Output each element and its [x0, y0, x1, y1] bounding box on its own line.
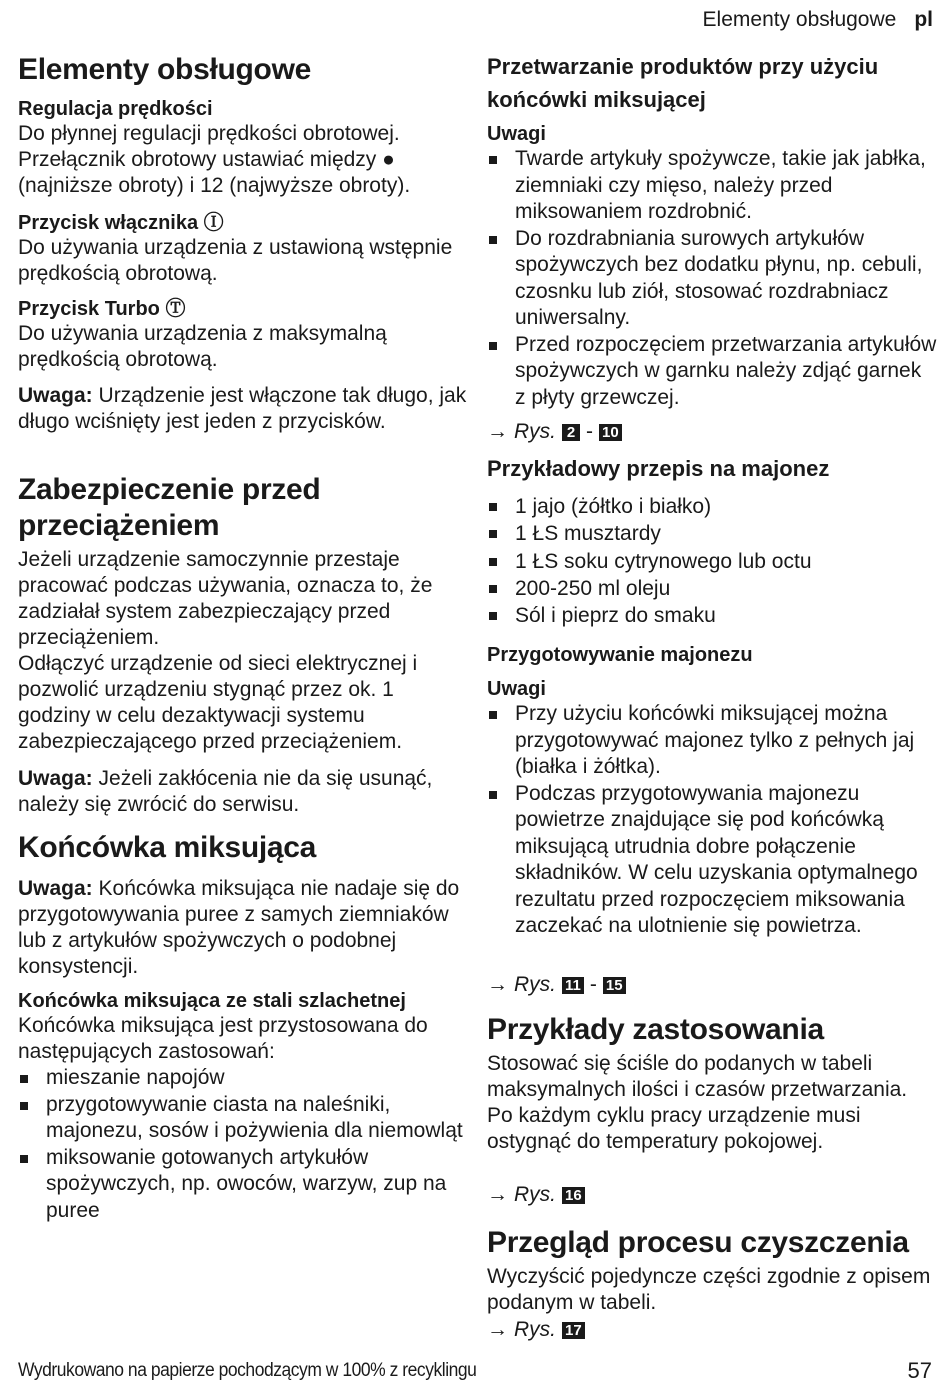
heading-blender: Końcówka miksująca [18, 831, 317, 864]
prep-title: Przygotowywanie majonezu [487, 644, 753, 666]
heading-cleaning: Przegląd procesu czyszczenia [487, 1226, 909, 1259]
power-text: Do używania urządzenia z ustawioną wstępnie prędkością obrotową. [18, 236, 453, 285]
figure-badge: 11 [562, 977, 584, 994]
examples-text-2: Po każdym cyklu pracy urządzenie musi ostygnąć do temperatury pokojowej. [487, 1104, 861, 1153]
arrow-right-icon: → [487, 1183, 508, 1206]
list-item: Do rozdrabniania surowych artykułów spożywczych bez dodatku płynu, np. cebuli, czosnku lub ziół, stosować rozdrabniacz uniwersalny. [487, 226, 937, 332]
ref-label: Rys. [514, 1183, 556, 1206]
steel-title: Końcówka miksująca ze stali szlachetnej [18, 990, 406, 1012]
arrow-right-icon: → [487, 420, 508, 443]
ref-label: Rys. [514, 1318, 556, 1341]
list-item: 1 jajo (żółtko i białko) [487, 493, 937, 520]
arrow-right-icon: → [487, 1318, 508, 1341]
note-service [18, 766, 470, 818]
list-item: Przed rozpoczęciem przetwarzania artykułów spożywczych w garnku należy zdjąć garnek z płyty grzewczej. [487, 332, 937, 412]
processing-title: Przetwarzanie produktów przy użyciu końcówki miksującej [487, 54, 879, 112]
figure-badge: 10 [599, 424, 622, 441]
cleaning-text: Wyczyścić pojedyncze części zgodnie z opisem podanym w tabeli. [487, 1265, 931, 1314]
list-item: przygotowywanie ciasta na naleśniki, majonezu, sosów i pożywienia dla niemowląt [18, 1092, 470, 1145]
ref-label: Rys. [514, 420, 556, 443]
arrow-right-icon: → [487, 973, 508, 996]
mayo-title: Przykładowy przepis na majonez [487, 456, 830, 481]
list-item: 200-250 ml oleju [487, 575, 937, 602]
ref-dash: - [586, 420, 593, 443]
note-text: Jeżeli zakłócenia nie da się usunąć, należy się zwrócić do serwisu. [18, 767, 433, 816]
overload-text-1: Jeżeli urządzenie samoczynnie przestaje pracować podczas używania, oznacza to, że zadziałał system zabezpieczający przed przeciążeniem. [18, 548, 433, 649]
list-item: 1 ŁS soku cytrynowego lub octu [487, 548, 937, 575]
heading-controls: Elementy obsługowe [18, 53, 311, 86]
note-label: Uwaga: [18, 384, 93, 407]
list-item: mieszanie napojów [18, 1065, 470, 1092]
figure-badge: 17 [562, 1322, 585, 1339]
footer-recycled-note: Wydrukowano na papierze pochodzącym w 100% z recyklingu [18, 1360, 477, 1381]
note-puree [18, 876, 470, 980]
ref-label: Rys. [514, 973, 556, 996]
power-title: Przycisk włącznika Ⓘ [18, 212, 224, 234]
page-number: 57 [907, 1358, 932, 1383]
note-buttons [18, 383, 470, 435]
note-text: Końcówka miksująca nie nadaje się do przygotowywania puree z samych ziemniaków lub z artykułów spożywczych o podobnej konsystencji. [18, 877, 460, 978]
list-item: Twarde artykuły spożywcze, takie jak jabłka, ziemniaki czy mięso, należy przed miksowaniem rozdrobnić. [487, 146, 937, 226]
header-lang: pl [914, 8, 933, 31]
prep-list [487, 701, 937, 940]
list-item: Podczas przygotowywania majonezu powietrze znajdujące się pod końcówką miksującą utrudnia dobre połączenie składników. W celu uzyskania optymalnego rezultatu przed rozpoczęciem miksowania zaczekać na ulotnienie się powietrza. [487, 781, 937, 940]
figure-ref-2-10 [487, 419, 937, 445]
list-item: 1 ŁS musztardy [487, 520, 937, 547]
note-label: Uwaga: [18, 767, 93, 790]
figure-ref-17 [487, 1317, 937, 1343]
mayo-ingredients [487, 493, 937, 629]
figure-badge: 16 [562, 1187, 585, 1204]
list-item: Przy użyciu końcówki miksującej można przygotowywać majonez tylko z pełnych jaj (białka i żółtka). [487, 701, 937, 781]
note-text: Urządzenie jest włączone tak długo, jak długo wciśnięty jest jeden z przycisków. [18, 384, 467, 433]
speed-text: Do płynnej regulacji prędkości obrotowej. Przełącznik obrotowy ustawiać między ● (najniższe obroty) i 12 (najwyższe obroty). [18, 122, 411, 197]
list-item: miksowanie gotowanych artykułów spożywczych, np. owoców, warzyw, zup na puree [18, 1145, 470, 1225]
ref-dash: - [589, 973, 597, 996]
heading-overload: Zabezpieczenie przed przeciążeniem [18, 473, 321, 542]
examples-text-1: Stosować się ściśle do podanych w tabeli maksymalnych ilości i czasów przetwarzania. [487, 1052, 908, 1101]
note-label: Uwaga: [18, 877, 93, 900]
page-header [703, 8, 933, 32]
speed-title: Regulacja prędkości [18, 98, 213, 120]
heading-examples: Przykłady zastosowania [487, 1013, 824, 1046]
figure-ref-11-15 [487, 972, 937, 998]
figure-badge: 2 [562, 424, 580, 441]
turbo-text: Do używania urządzenia z maksymalną prędkością obrotową. [18, 322, 387, 371]
figure-ref-16 [487, 1182, 937, 1208]
steel-list [18, 1065, 470, 1224]
overload-text-2: Odłączyć urządzenie od sieci elektrycznej i pozwolić urządzeniu stygnąć przez ok. 1 godziny w celu dezaktywacji systemu zabezpieczającego przed przeciążeniem. [18, 652, 418, 753]
prep-notes-label: Uwagi [487, 678, 546, 700]
header-section: Elementy obsługowe [702, 8, 897, 31]
processing-notes-label: Uwagi [487, 123, 546, 145]
list-item: Sól i pieprz do smaku [487, 602, 937, 629]
figure-badge: 15 [603, 977, 626, 994]
turbo-title: Przycisk Turbo Ⓣ [18, 298, 186, 320]
steel-text: Końcówka miksująca jest przystosowana do następujących zastosowań: [18, 1014, 428, 1063]
processing-list [487, 146, 937, 411]
